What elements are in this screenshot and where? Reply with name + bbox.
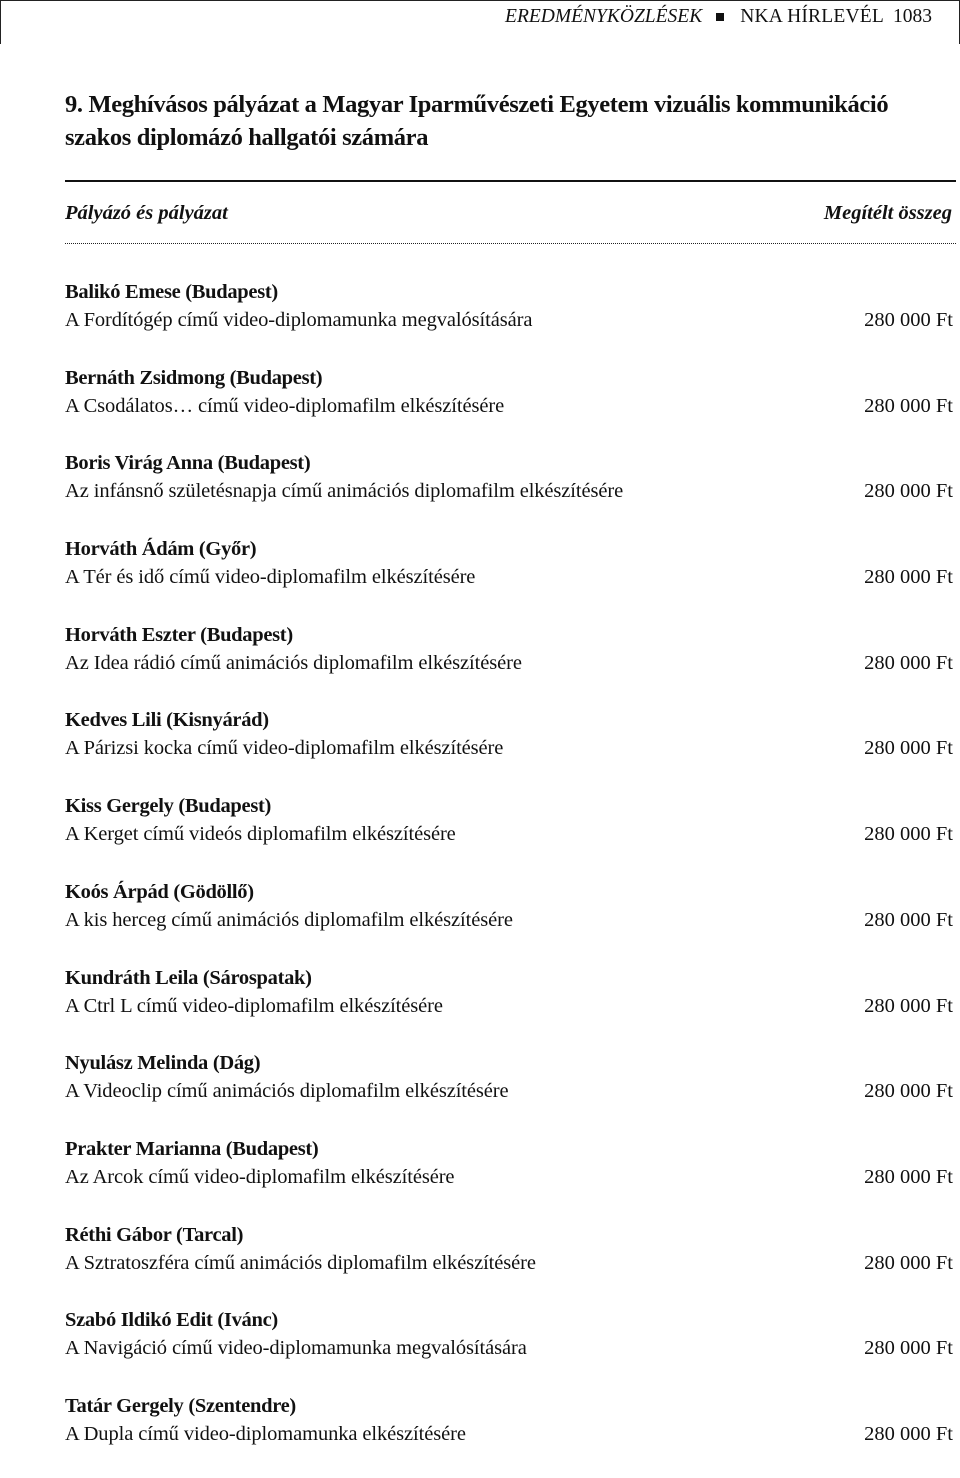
list-item xyxy=(65,1392,953,1478)
project-description: A Dupla című video-diplomamunka elkészítésére xyxy=(65,1422,466,1445)
dotted-divider xyxy=(65,243,956,244)
entry-list xyxy=(65,278,953,1478)
applicant-name: Kundráth Leila (Sárospatak) xyxy=(65,966,312,989)
project-description: A Kerget című videós diplomafilm elkészítésére xyxy=(65,823,456,846)
applicant-name: Horváth Ádám (Győr) xyxy=(65,538,257,561)
project-description: A Fordítógép című video-diplomamunka megvalósítására xyxy=(65,309,533,331)
applicant-name: Tatár Gergely (Szentendre) xyxy=(65,1394,296,1417)
page-number: 1083 xyxy=(893,6,932,27)
awarded-amount: 280 000 Ft xyxy=(864,1337,953,1360)
newsletter-title: NKA HÍRLEVÉL xyxy=(740,6,884,27)
project-description: A Navigáció című video-diplomamunka megvalósítására xyxy=(65,1337,527,1360)
applicant-name: Balikó Emese (Budapest) xyxy=(65,281,278,303)
applicant-name: Kiss Gergely (Budapest) xyxy=(65,795,272,818)
project-description: A Párizsi kocka című video-diplomafilm elkészítésére xyxy=(65,737,504,760)
list-item xyxy=(65,621,953,707)
project-description: A Csodálatos… című video-diplomafilm elkészítésére xyxy=(65,394,505,417)
awarded-amount: 280 000 Ft xyxy=(864,1251,953,1274)
project-description: Az infánsnő születésnapja című animációs diplomafilm elkészítésére xyxy=(65,480,624,503)
applicant-name: Nyulász Melinda (Dág) xyxy=(65,1052,261,1075)
heading-divider xyxy=(65,180,956,182)
awarded-amount: 280 000 Ft xyxy=(864,480,953,503)
square-bullet-icon xyxy=(716,13,724,21)
applicant-name: Réthi Gábor (Tarcal) xyxy=(65,1223,244,1246)
section-title: EREDMÉNYKÖZLÉSEK xyxy=(505,6,703,27)
project-description: A Sztratoszféra című animációs diplomafilm elkészítésére xyxy=(65,1251,536,1274)
applicant-name: Kedves Lili (Kisnyárád) xyxy=(65,709,269,732)
project-description: A kis herceg című animációs diplomafilm elkészítésére xyxy=(65,908,513,931)
applicant-name: Boris Virág Anna (Budapest) xyxy=(65,452,311,475)
awarded-amount: 280 000 Ft xyxy=(864,737,953,760)
applicant-name: Prakter Marianna (Budapest) xyxy=(65,1137,319,1160)
project-description: A Videoclip című animációs diplomafilm elkészítésére xyxy=(65,1080,509,1103)
list-item xyxy=(65,364,953,450)
list-item xyxy=(65,1306,953,1392)
list-item xyxy=(65,1049,953,1135)
project-description: Az Idea rádió című animációs diplomafilm elkészítésére xyxy=(65,651,522,674)
header-frame-left xyxy=(0,0,1,44)
page-title: 9. Meghívásos pályázat a Magyar Iparművészeti Egyetem vizuális kommunikáció szakos diplomázó hallgatói számára xyxy=(65,91,889,151)
awarded-amount: 280 000 Ft xyxy=(864,1165,953,1188)
header-frame-top xyxy=(0,0,960,1)
awarded-amount: 280 000 Ft xyxy=(864,908,953,931)
list-item xyxy=(65,792,953,878)
awarded-amount: 280 000 Ft xyxy=(864,566,953,589)
list-item xyxy=(65,1135,953,1221)
list-item xyxy=(65,878,953,964)
awarded-amount: 280 000 Ft xyxy=(864,651,953,674)
project-description: A Tér és idő című video-diplomafilm elkészítésére xyxy=(65,566,476,589)
list-item xyxy=(65,964,953,1050)
column-header-applicant: Pályázó és pályázat xyxy=(65,202,228,224)
awarded-amount: 280 000 Ft xyxy=(864,394,953,417)
list-item xyxy=(65,1221,953,1307)
list-item xyxy=(65,535,953,621)
list-item xyxy=(65,706,953,792)
list-item xyxy=(65,278,953,364)
awarded-amount: 280 000 Ft xyxy=(864,309,953,331)
awarded-amount: 280 000 Ft xyxy=(864,1422,953,1445)
applicant-name: Szabó Ildikó Edit (Ivánc) xyxy=(65,1309,278,1332)
running-head xyxy=(505,6,932,28)
applicant-name: Koós Árpád (Gödöllő) xyxy=(65,880,254,903)
list-item xyxy=(65,449,953,535)
awarded-amount: 280 000 Ft xyxy=(864,994,953,1017)
awarded-amount: 280 000 Ft xyxy=(864,823,953,846)
awarded-amount: 280 000 Ft xyxy=(864,1080,953,1103)
applicant-name: Bernáth Zsidmong (Budapest) xyxy=(65,366,323,389)
project-description: A Ctrl L című video-diplomafilm elkészítésére xyxy=(65,994,443,1017)
column-header-amount: Megítélt összeg xyxy=(823,202,952,224)
project-description: Az Arcok című video-diplomafilm elkészítésére xyxy=(65,1165,455,1188)
applicant-name: Horváth Eszter (Budapest) xyxy=(65,623,293,646)
